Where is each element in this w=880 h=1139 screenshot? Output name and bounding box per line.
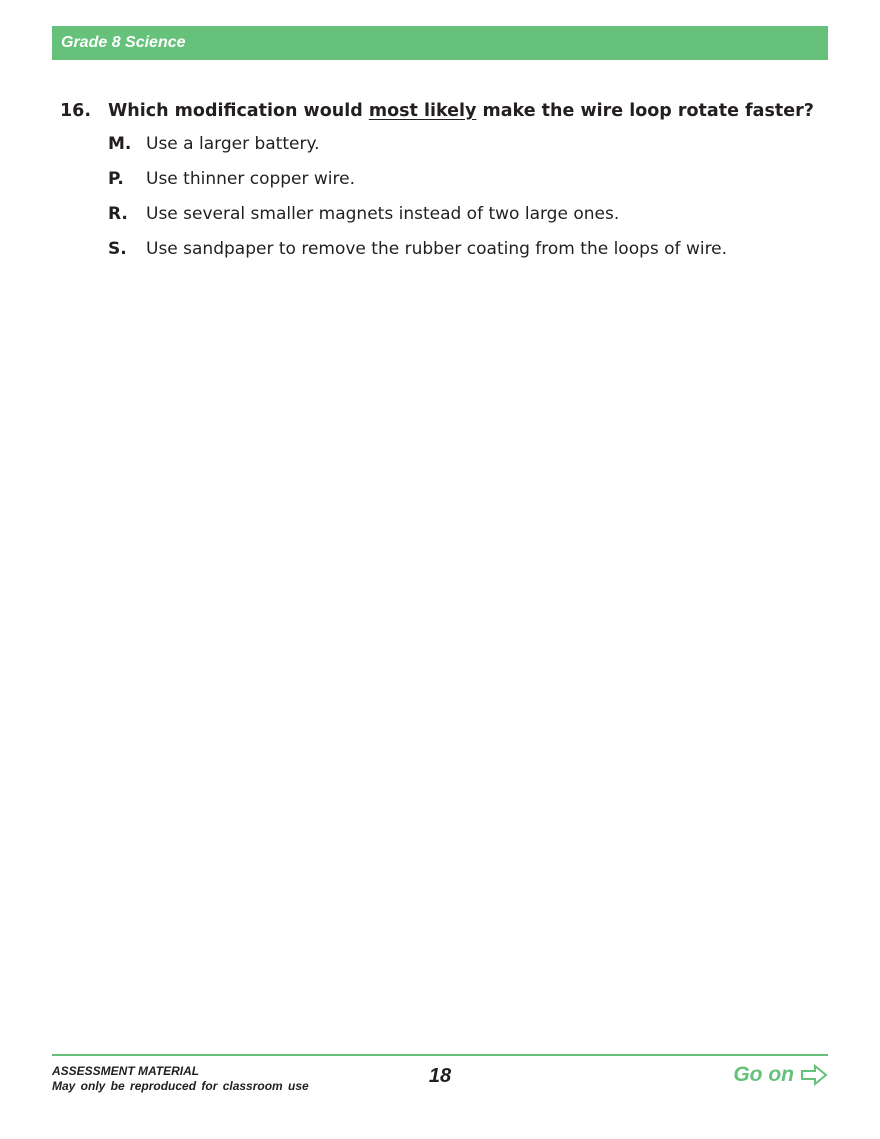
footer-divider — [52, 1054, 828, 1056]
answer-option-p[interactable] — [108, 167, 727, 202]
option-text: Use a larger battery. — [146, 134, 320, 154]
option-text: Use sandpaper to remove the rubber coating from the loops of wire. — [146, 239, 728, 259]
question-stem — [60, 99, 840, 123]
page-number: 18 — [428, 1065, 452, 1087]
answer-options — [108, 132, 727, 272]
answer-option-s[interactable] — [108, 237, 727, 272]
question-text-after: make the wire loop rotate faster? — [476, 101, 814, 121]
option-letter: R. — [108, 204, 128, 224]
option-letter: P. — [108, 169, 124, 189]
option-letter: S. — [108, 239, 127, 259]
option-text: Use several smaller magnets instead of two large ones. — [146, 204, 620, 224]
question-text-before: Which modification would — [108, 101, 369, 121]
answer-option-r[interactable] — [108, 202, 727, 237]
right-arrow-outline-icon — [800, 1064, 828, 1086]
footer-notice-line2: May only be reproduced for classroom use — [52, 1079, 309, 1093]
footer-notice-line1: ASSESSMENT MATERIAL — [52, 1064, 200, 1078]
question-emphasis: most likely — [368, 101, 477, 121]
header-bar — [52, 26, 828, 60]
option-text: Use thinner copper wire. — [146, 169, 356, 189]
option-letter: M. — [108, 134, 132, 154]
header-title: Grade 8 Science — [61, 34, 186, 51]
go-on-indicator — [733, 1062, 828, 1088]
go-on-label: Go on — [733, 1063, 794, 1086]
question-number: 16. — [60, 101, 92, 121]
answer-option-m[interactable] — [108, 132, 727, 167]
